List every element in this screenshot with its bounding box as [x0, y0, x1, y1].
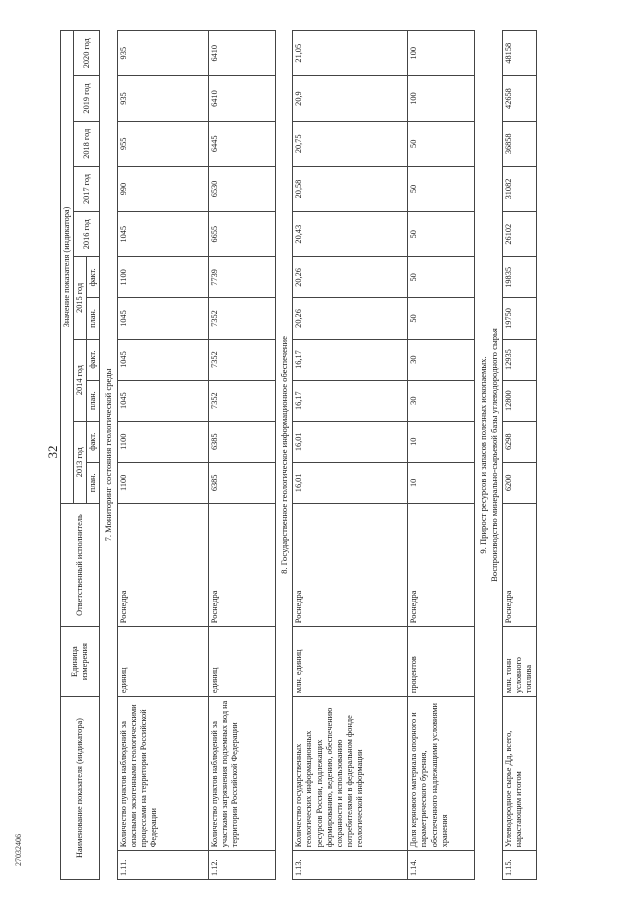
value-cell: 6385 — [208, 421, 275, 462]
value-cell: 7352 — [208, 380, 275, 421]
page-number: 32 — [45, 445, 60, 459]
row-unit: млн. тонн условного топлива — [503, 627, 536, 697]
value-cell: 26102 — [503, 212, 536, 257]
value-cell: 16,01 — [293, 462, 408, 503]
row-unit: единиц — [208, 627, 275, 697]
value-cell: 50 — [408, 298, 475, 339]
year-2020-header: 2020 год — [74, 31, 100, 76]
section-7-title: 7. Мониторинг состояния геологической среды — [100, 31, 117, 880]
table-row — [293, 31, 408, 880]
table-row — [408, 31, 475, 880]
value-cell: 36858 — [503, 121, 536, 166]
row-code: 1.13. — [293, 851, 408, 880]
row-responsible: Роснедра — [117, 503, 208, 626]
indicators-table — [60, 30, 537, 880]
value-cell: 21,05 — [293, 31, 408, 76]
value-cell: 20,9 — [293, 76, 408, 121]
value-cell: 1045 — [117, 380, 208, 421]
value-cell: 7352 — [208, 339, 275, 380]
value-cell: 20,43 — [293, 212, 408, 257]
row-unit: процентов — [408, 627, 475, 697]
value-cell: 6655 — [208, 212, 275, 257]
value-cell: 30 — [408, 380, 475, 421]
year-2015-header: 2015 год — [74, 257, 87, 339]
fact-2013-header: факт. — [87, 421, 100, 462]
section-9-title — [475, 31, 503, 880]
value-cell: 30 — [408, 339, 475, 380]
row-responsible: Роснедра — [208, 503, 275, 626]
rotated-table-sheet — [60, 30, 620, 880]
value-cell: 935 — [117, 31, 208, 76]
value-cell: 1045 — [117, 298, 208, 339]
year-2013-header: 2013 год — [74, 421, 87, 503]
value-cell: 19835 — [503, 257, 536, 298]
year-2018-header: 2018 год — [74, 121, 100, 166]
value-cell: 100 — [408, 31, 475, 76]
value-cell: 1100 — [117, 462, 208, 503]
value-cell: 7739 — [208, 257, 275, 298]
name-column-header: Наименование показателя (индикатора) — [61, 697, 100, 880]
value-cell: 1100 — [117, 257, 208, 298]
value-cell: 955 — [117, 121, 208, 166]
value-cell: 12800 — [503, 380, 536, 421]
row-unit: млн. единиц — [293, 627, 408, 697]
plan-2013-header: план. — [87, 462, 100, 503]
values-group-header: Значение показателя (индикатора) — [61, 31, 74, 504]
value-cell: 31082 — [503, 166, 536, 211]
value-cell: 20,26 — [293, 257, 408, 298]
value-cell: 16,17 — [293, 339, 408, 380]
plan-2014-header: план. — [87, 380, 100, 421]
value-cell: 6385 — [208, 462, 275, 503]
value-cell: 12935 — [503, 339, 536, 380]
value-cell: 1045 — [117, 212, 208, 257]
value-cell: 20,26 — [293, 298, 408, 339]
value-cell: 20,58 — [293, 166, 408, 211]
row-responsible: Роснедра — [503, 503, 536, 626]
value-cell: 100 — [408, 76, 475, 121]
row-responsible: Роснедра — [293, 503, 408, 626]
year-2017-header: 2017 год — [74, 166, 100, 211]
value-cell: 50 — [408, 166, 475, 211]
value-cell: 16,17 — [293, 380, 408, 421]
row-name: Доля кернового материала опорного и параметрического бурения, обеспеченного надлежащими условиями хранения — [408, 697, 475, 851]
value-cell: 990 — [117, 166, 208, 211]
table-row — [117, 31, 208, 880]
value-cell: 50 — [408, 121, 475, 166]
fact-2015-header: факт. — [87, 257, 100, 298]
row-name: Количество государственных геологических информационных ресурсов России, подлежащих формированию, ведению, обеспечению сохранности и использованию потребителями в федеральном фонде геологической информации — [293, 697, 408, 851]
row-responsible: Роснедра — [408, 503, 475, 626]
value-cell: 50 — [408, 212, 475, 257]
row-name: Количество пунктов наблюдений за участками загрязнения подземных вод на территории Российской Федерации — [208, 697, 275, 851]
responsible-column-header: Ответственный исполнитель — [61, 503, 100, 626]
value-cell: 6410 — [208, 31, 275, 76]
document-id: 27032406 — [14, 834, 23, 866]
value-cell: 19750 — [503, 298, 536, 339]
value-cell: 6200 — [503, 462, 536, 503]
row-code: 1.11. — [117, 851, 208, 880]
table-row — [503, 31, 536, 880]
value-cell: 16,01 — [293, 421, 408, 462]
value-cell: 6298 — [503, 421, 536, 462]
value-cell: 935 — [117, 76, 208, 121]
row-name: Углеводородное сырье Дд, всего, нарастающим итогом — [503, 697, 536, 851]
value-cell: 50 — [408, 257, 475, 298]
year-2016-header: 2016 год — [74, 212, 100, 257]
value-cell: 42658 — [503, 76, 536, 121]
section-9-line2: Воспроизводство минерально-сырьевой базы углеводородного сырья — [488, 328, 499, 582]
value-cell: 48158 — [503, 31, 536, 76]
row-name: Количество пунктов наблюдений за опасными экзогенными геологическими процессами на территории Российской Федерации — [117, 697, 208, 851]
fact-2014-header: факт. — [87, 339, 100, 380]
row-code: 1.15. — [503, 851, 536, 880]
value-cell: 10 — [408, 462, 475, 503]
year-2019-header: 2019 год — [74, 76, 100, 121]
value-cell: 20,75 — [293, 121, 408, 166]
value-cell: 6530 — [208, 166, 275, 211]
table-row — [208, 31, 275, 880]
row-unit: единиц — [117, 627, 208, 697]
unit-column-header: Единица измерения — [61, 627, 100, 697]
value-cell: 1045 — [117, 339, 208, 380]
row-code: 1.14. — [408, 851, 475, 880]
section-9-line1: 9. Прирост ресурсов и запасов полезных ископаемых. — [478, 356, 489, 554]
value-cell: 10 — [408, 421, 475, 462]
value-cell: 6445 — [208, 121, 275, 166]
row-code: 1.12. — [208, 851, 275, 880]
value-cell: 7352 — [208, 298, 275, 339]
year-2014-header: 2014 год — [74, 339, 87, 421]
value-cell: 6410 — [208, 76, 275, 121]
section-8-title: 8. Государственное геологическое информационное обеспечение — [275, 31, 292, 880]
plan-2015-header: план. — [87, 298, 100, 339]
value-cell: 1100 — [117, 421, 208, 462]
